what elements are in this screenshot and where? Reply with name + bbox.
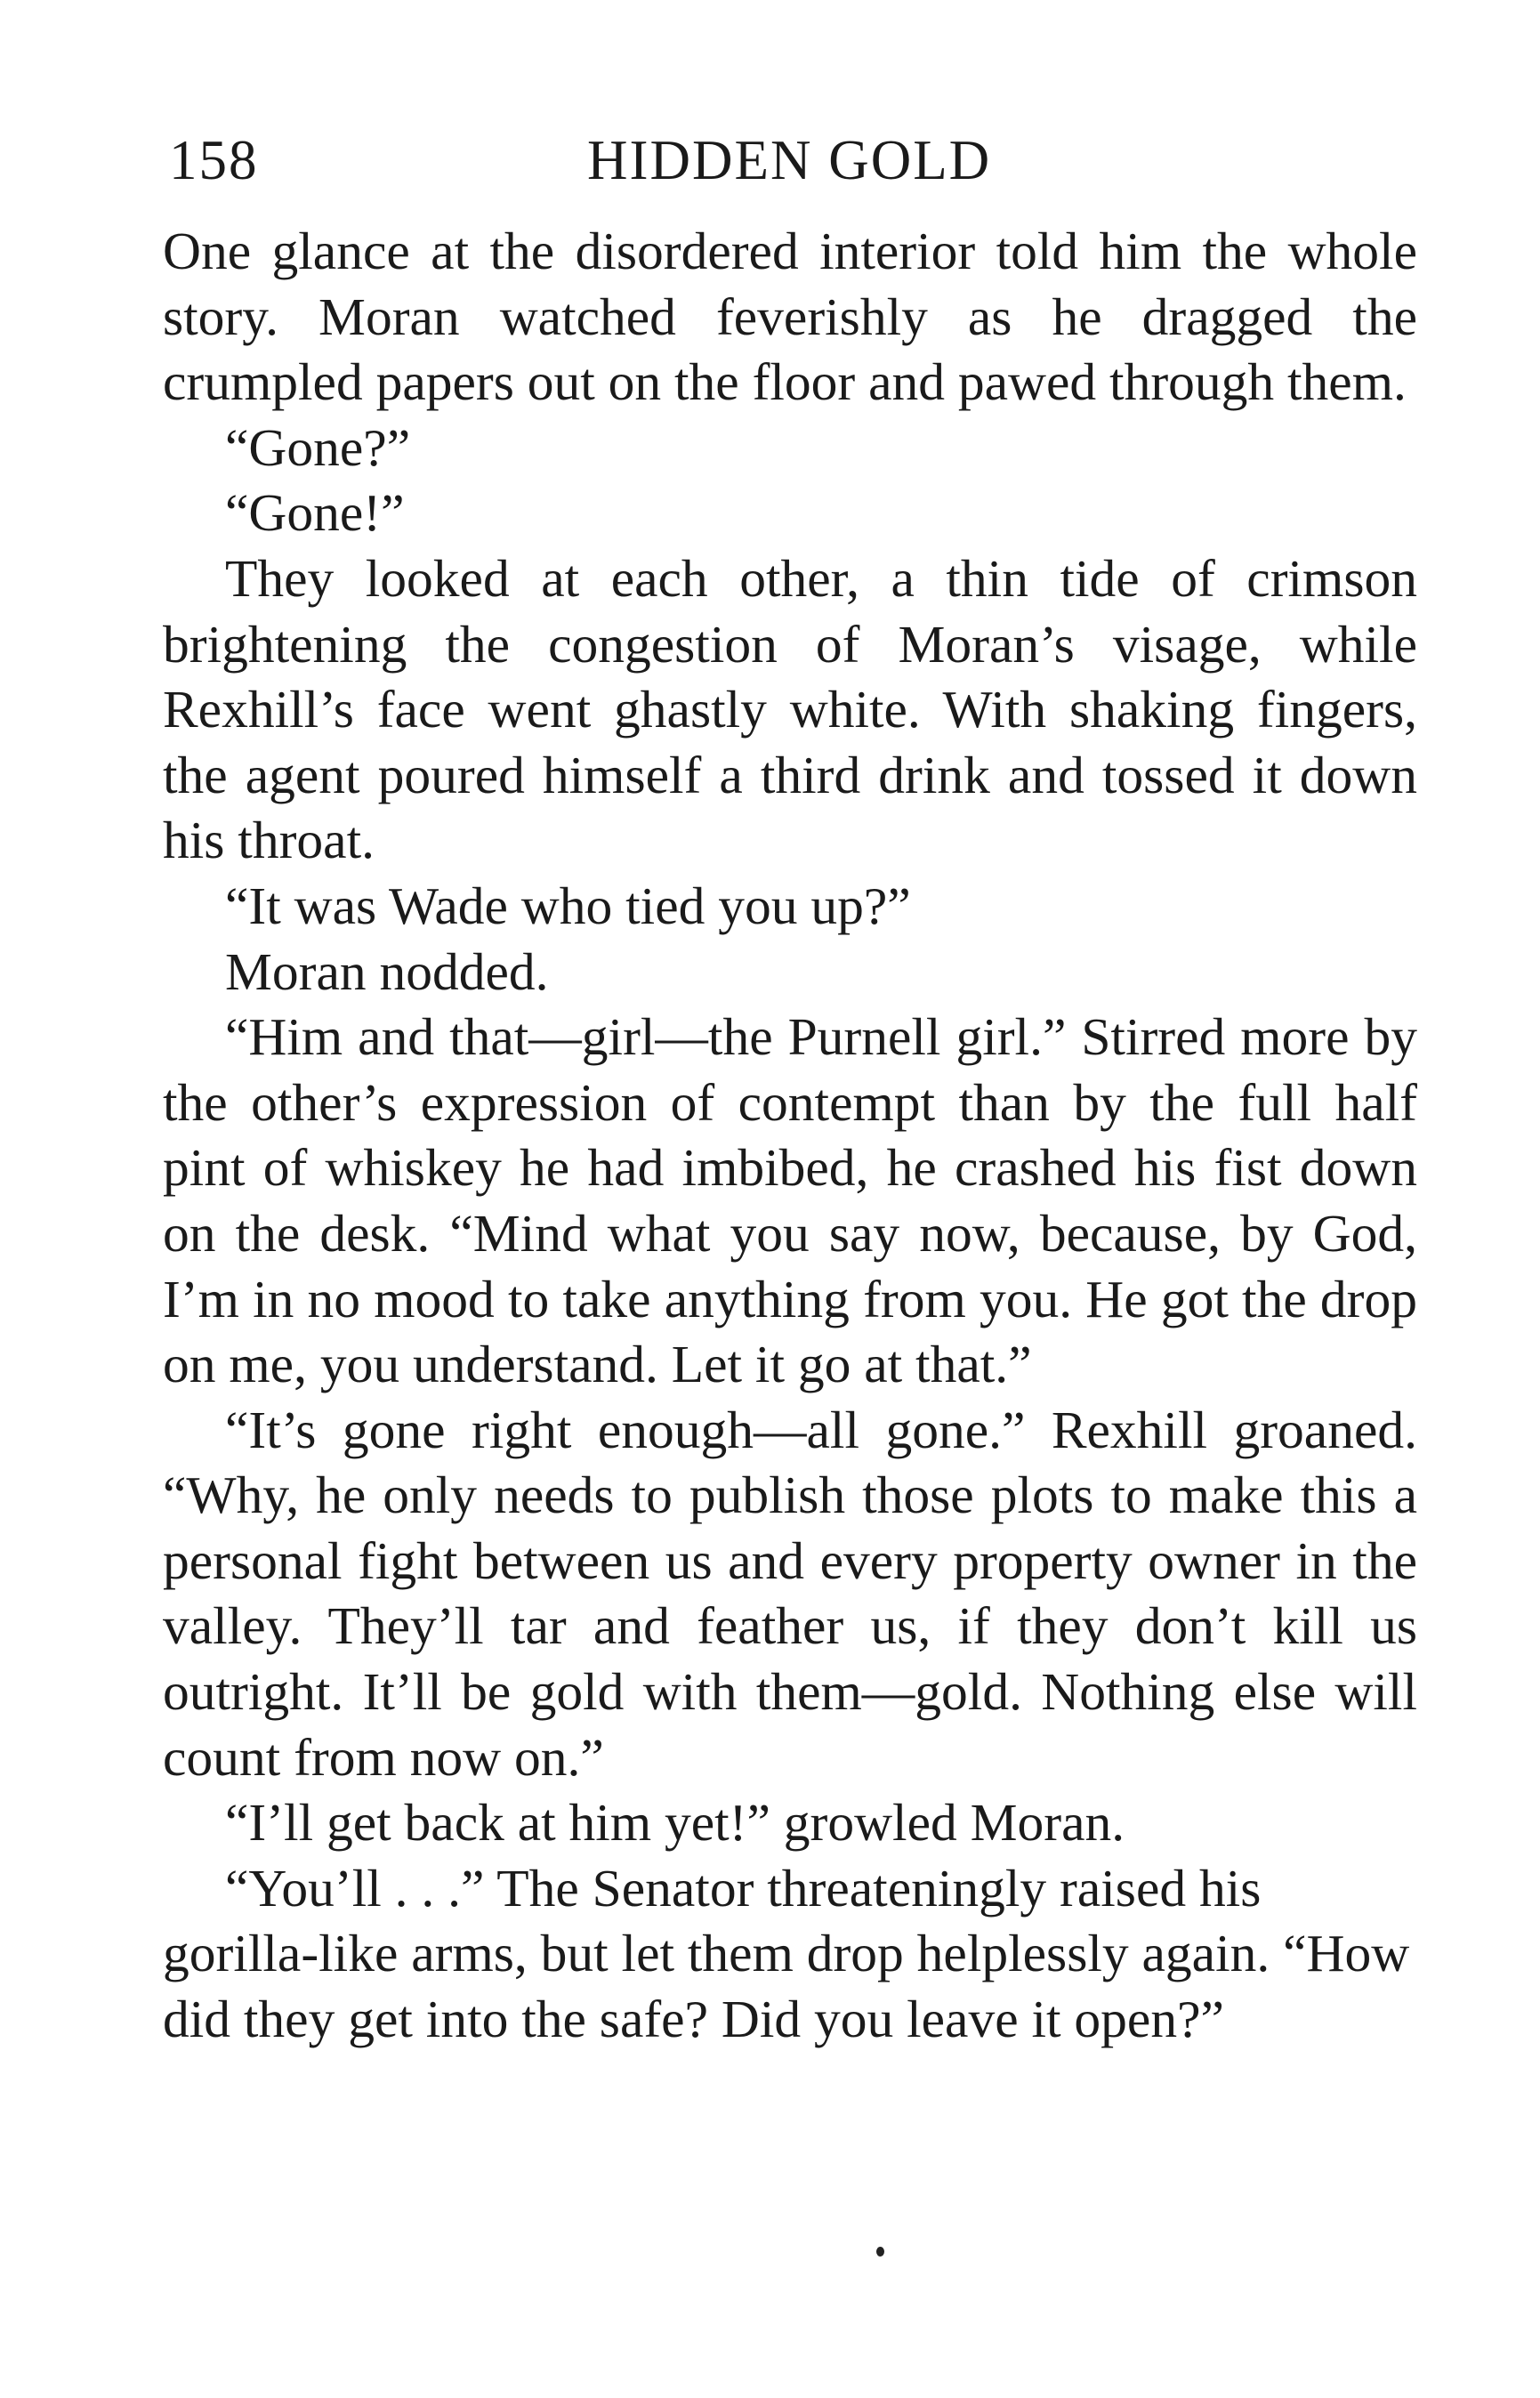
- paragraph: “It was Wade who tied you up?”: [225, 876, 911, 935]
- paragraph: One glance at the disordered interior told him the whole story. Moran watched feverishly as he dragged the crumpled papers out on the floor and pawed through them.: [163, 222, 1417, 412]
- paragraph: “Gone!”: [225, 483, 405, 543]
- paragraph: “I’ll get back at him yet!” growled Moran.: [225, 1793, 1125, 1853]
- paragraph: “It’s gone right enough—all gone.” Rexhill groaned. “Why, he only needs to publish those plots to make this a personal fight between us and every property owner in the valley. They’ll tar and feather us, if they don’t kill us outright. It’ll be gold with them—gold. Nothing else will count from now on.”: [163, 1400, 1417, 1787]
- ink-speck: [876, 2247, 884, 2257]
- paragraph: “You’ll . . .” The Senator threateningly raised his gorilla-like arms, but let them drop helplessly again. “How did they get into the safe? Did you leave it open?”: [163, 1858, 1410, 2049]
- paragraph: “Him and that—girl—the Purnell girl.” Stirred more by the other’s expression of contempt than by the full half pint of whiskey he had imbibed, he crashed his fist down on the desk. “Mind what you say now, because, by God, I’m in no mood to take anything from you. He got the drop on me, you understand. Let it go at that.”: [163, 1007, 1417, 1394]
- paragraph: They looked at each other, a thin tide of crimson brightening the congestion of Moran’s visage, while Rexhill’s face went ghastly white. With shaking fingers, the agent poured himself a third drink and tossed it down his throat.: [163, 548, 1417, 870]
- page-number: 158: [169, 129, 259, 191]
- running-header: [169, 125, 1415, 196]
- paragraph: “Gone?”: [225, 417, 411, 477]
- running-title: HIDDEN GOLD: [587, 129, 992, 191]
- body-text: [163, 219, 1417, 2053]
- paragraph: Moran nodded.: [225, 941, 549, 1001]
